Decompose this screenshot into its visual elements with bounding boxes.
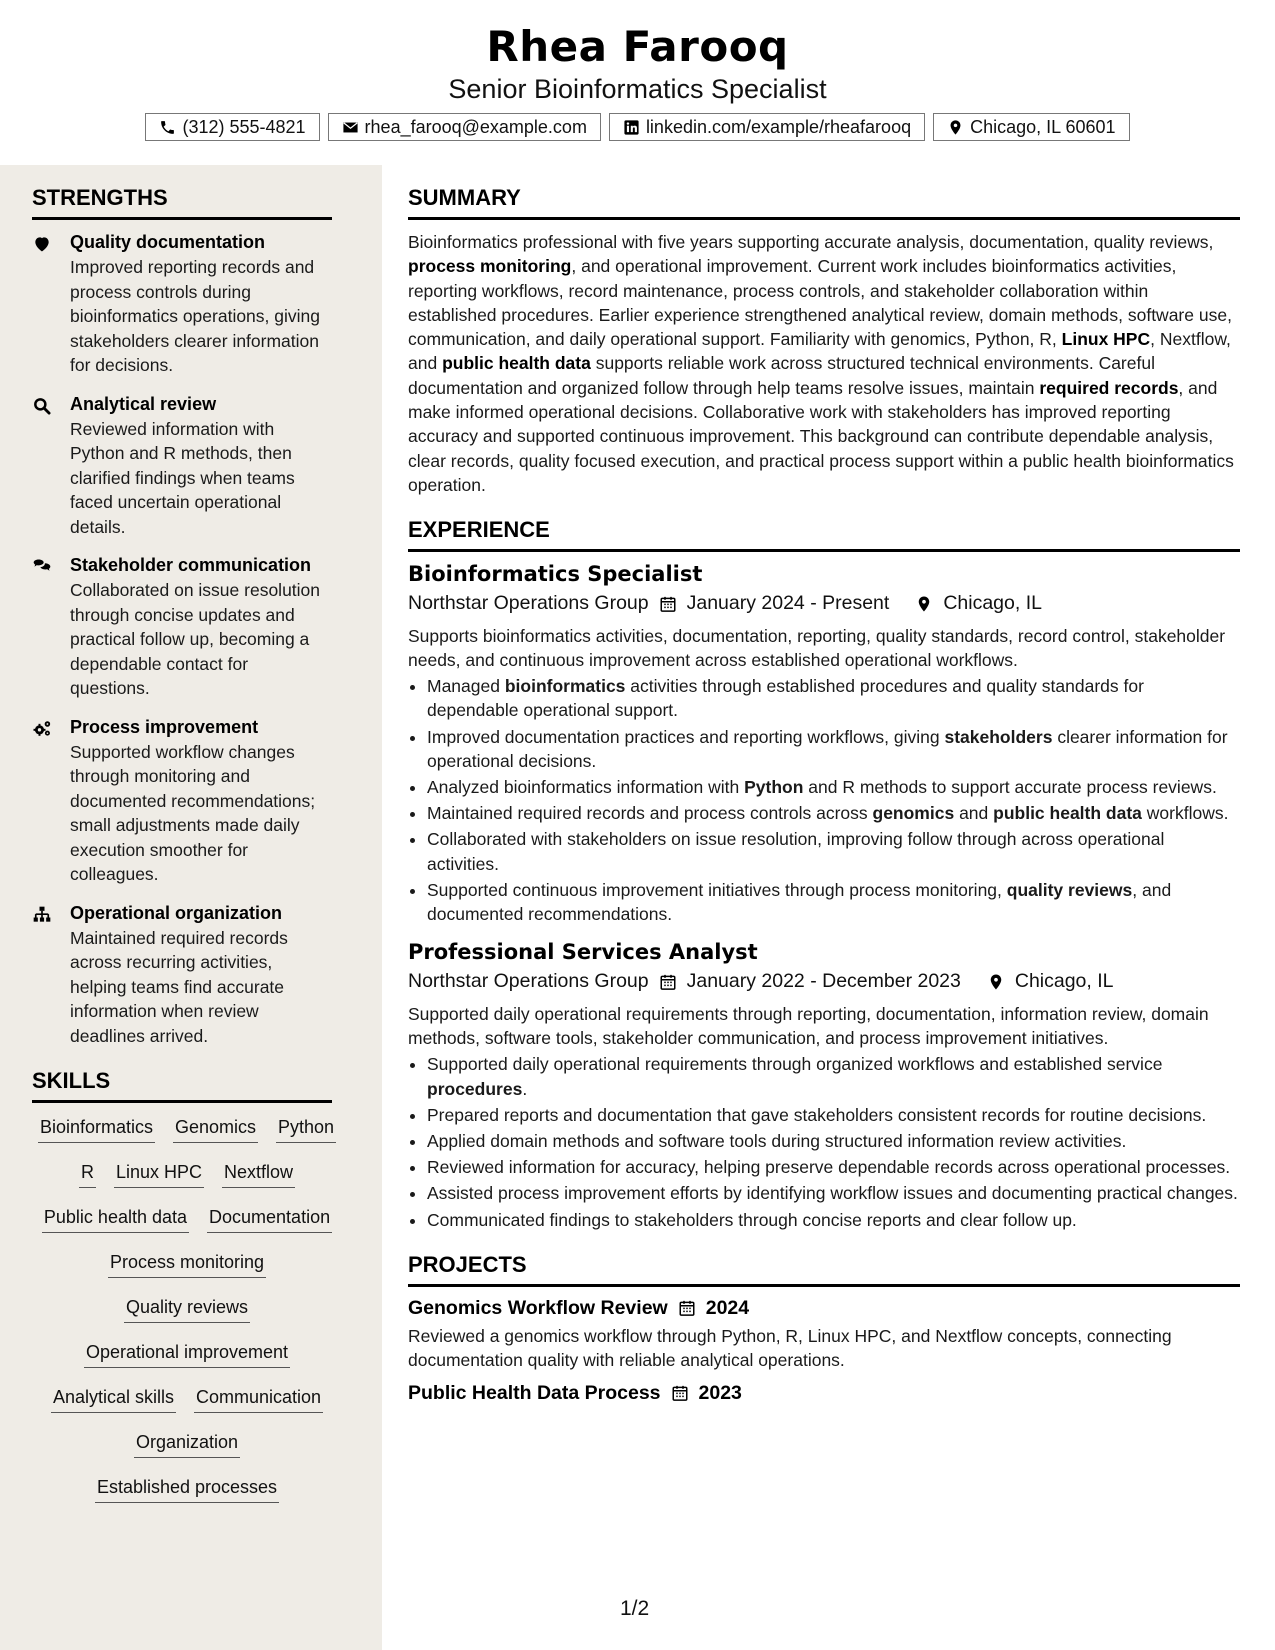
summary-heading: SUMMARY — [408, 185, 1240, 220]
strength-text: Improved reporting records and process controls during bioinformatics operations, giving stakeholders clearer information for decisions. — [70, 257, 320, 375]
skill-tag: Operational improvement — [84, 1340, 290, 1368]
skill-tag: Quality reviews — [124, 1295, 250, 1323]
job-meta — [408, 970, 1240, 993]
skill-tag: Linux HPC — [114, 1160, 204, 1188]
search-icon — [32, 396, 52, 416]
job-bullet: • Assisted process improvement efforts by identifying workflow issues and documenting practical changes. — [427, 1181, 1240, 1205]
summary-text: Bioinformatics professional with five years supporting accurate analysis, documentation, quality reviews, process monitoring, and operational improvement. Current work includes bioinformatics activities, reporting workflows, record maintenance, process controls, and stakeholder collaboration within established procedures. Earlier experience strengthened analytical review, domain methods, software use, communication, and daily operational support. Familiarity with genomics, Python, R, Linux HPC, Nextflow, and public health data supports reliable work across structured technical environments. Careful documentation and organized follow through help teams resolve issues, maintain required records, and make informed operational decisions. Collaborative work with stakeholders has improved reporting accuracy and supported continuous improvement. This background can contribute dependable analysis, clear records, quality focused execution, and practical process support within a public health bioinformatics operation. — [408, 232, 1234, 495]
contact-phone-text: (312) 555-4821 — [182, 116, 306, 137]
skill-tag: Python — [276, 1115, 336, 1143]
project-title: Genomics Workflow Review — [408, 1296, 668, 1319]
candidate-title: Senior Bioinformatics Specialist — [448, 74, 827, 104]
project-header — [408, 1297, 1240, 1320]
skill-tag: Organization — [134, 1430, 240, 1458]
job-bullet: • Supported continuous improvement initiatives through process monitoring, quality reviews, and documented recommendations. — [427, 878, 1240, 926]
job-title: Professional Services Analyst — [408, 940, 758, 965]
strength-text: Maintained required records across recurring activities, helping teams find accurate information when review deadlines arrived. — [70, 927, 288, 1046]
strength-title: Operational organization — [70, 902, 283, 923]
calendar-icon — [678, 1299, 696, 1317]
job-bullet: • Supported daily operational requirements through organized workflows and established service procedures. — [427, 1052, 1240, 1100]
job-bullets — [408, 1052, 1240, 1231]
strength-title: Quality documentation — [70, 232, 266, 252]
strength-text: Supported workflow changes through monitoring and documented recommendations; small adjustments made daily execution smoother for colleagues. — [70, 741, 316, 884]
job-location: Chicago, IL — [1014, 970, 1114, 993]
heart-icon — [32, 234, 52, 254]
skill-tag: Established processes — [95, 1475, 279, 1503]
job-bullet: • Managed bioinformatics activities through established procedures and quality standards for dependable operational support. — [427, 674, 1240, 722]
skill-tag: Analytical skills — [51, 1385, 176, 1413]
job-description: Supports bioinformatics activities, documentation, reporting, quality standards, record control, stakeholder needs, and continuous improvement across established operational workflows. — [408, 626, 1226, 671]
map-pin-icon — [915, 595, 933, 613]
sidebar — [0, 165, 382, 1650]
cogs-icon — [32, 719, 52, 739]
strength-text: Collaborated on issue resolution through concise updates and practical follow up, becoming a dependable contact for questions. — [70, 580, 321, 698]
strength-item — [32, 903, 332, 1049]
strength-item — [32, 717, 332, 887]
linkedin-icon — [623, 119, 640, 136]
skill-tag: Process monitoring — [108, 1250, 266, 1278]
page-number: 1/2 — [620, 1597, 650, 1620]
job-bullet: • Prepared reports and documentation that gave stakeholders consistent records for routine decisions. — [427, 1103, 1240, 1127]
envelope-icon — [342, 119, 359, 136]
job-bullet: • Maintained required records and process controls across genomics and public health data workflows. — [427, 801, 1240, 825]
project-description: Reviewed a genomics workflow through Python, R, Linux HPC, and Nextflow concepts, connecting documentation quality with reliable analytical operations. — [408, 1325, 1172, 1370]
contact-email-text: rhea_farooq@example.com — [364, 116, 587, 137]
skills-list — [32, 1115, 342, 1520]
contact-linkedin[interactable] — [609, 113, 925, 141]
resume-header — [0, 0, 1275, 165]
job-title: Bioinformatics Specialist — [408, 562, 703, 587]
projects-heading: PROJECTS — [408, 1252, 1240, 1287]
contact-phone[interactable] — [145, 113, 319, 141]
project-header — [408, 1382, 1240, 1405]
job-dates: January 2024 - Present — [686, 592, 890, 615]
calendar-icon — [659, 595, 677, 613]
contact-location — [933, 113, 1129, 141]
strength-title: Analytical review — [70, 393, 217, 414]
job-bullet: • Communicated findings to stakeholders through concise reports and clear follow up. — [427, 1208, 1240, 1232]
sitemap-icon — [32, 905, 52, 925]
project-year: 2024 — [705, 1296, 750, 1319]
skill-tag: Public health data — [42, 1205, 189, 1233]
job-bullet: • Collaborated with stakeholders on issue resolution, improving follow through across operational activities. — [427, 827, 1240, 875]
skill-tag: Nextflow — [222, 1160, 295, 1188]
job-bullet: • Applied domain methods and software tools during structured information review activities. — [427, 1129, 1240, 1153]
comments-icon — [32, 557, 52, 577]
contact-bar — [0, 113, 1275, 141]
job-entry — [408, 940, 1240, 1231]
strength-title: Stakeholder communication — [70, 555, 312, 575]
map-pin-icon — [987, 973, 1005, 991]
contact-linkedin-text: linkedin.com/example/rheafarooq — [645, 116, 912, 137]
strength-text: Reviewed information with Python and R methods, then clarified findings when teams faced uncertain operational details. — [70, 418, 295, 537]
skill-tag: Communication — [194, 1385, 323, 1413]
contact-email[interactable] — [328, 113, 601, 141]
skills-heading: SKILLS — [32, 1068, 332, 1103]
skill-tag: R — [79, 1160, 96, 1188]
job-bullet: • Reviewed information for accuracy, helping preserve dependable records across operational processes. — [427, 1155, 1240, 1179]
strength-item — [32, 232, 332, 378]
skill-tag: Documentation — [207, 1205, 332, 1233]
strength-item — [32, 394, 332, 540]
project-title: Public Health Data Process — [408, 1381, 661, 1404]
skill-tag: Bioinformatics — [38, 1115, 155, 1143]
candidate-name: Rhea Farooq — [486, 22, 789, 71]
strength-title: Process improvement — [70, 716, 259, 737]
calendar-icon — [671, 1384, 689, 1402]
job-bullet: • Analyzed bioinformatics information with Python and R methods to support accurate process reviews. — [427, 775, 1240, 799]
phone-icon — [159, 119, 176, 136]
skill-tag: Genomics — [173, 1115, 258, 1143]
job-description: Supported daily operational requirements through reporting, documentation, information review, domain methods, software tools, stakeholder communication, and process improvement initiatives. — [408, 1004, 1209, 1049]
job-dates: January 2022 - December 2023 — [686, 970, 961, 993]
map-pin-icon — [947, 119, 964, 136]
job-entry — [408, 562, 1240, 926]
job-company: Northstar Operations Group — [408, 970, 649, 993]
job-bullets — [408, 674, 1240, 926]
job-bullet: • Improved documentation practices and reporting workflows, giving stakeholders clearer information for operational decisions. — [427, 725, 1240, 773]
experience-heading: EXPERIENCE — [408, 517, 1240, 552]
contact-location-text: Chicago, IL 60601 — [970, 116, 1116, 137]
job-location: Chicago, IL — [943, 592, 1042, 615]
job-meta — [408, 592, 1240, 615]
calendar-icon — [659, 973, 677, 991]
job-company: Northstar Operations Group — [408, 592, 649, 615]
strengths-heading: STRENGTHS — [32, 185, 332, 220]
project-year: 2023 — [698, 1381, 742, 1404]
main-column — [408, 165, 1240, 1409]
strength-item — [32, 555, 332, 701]
